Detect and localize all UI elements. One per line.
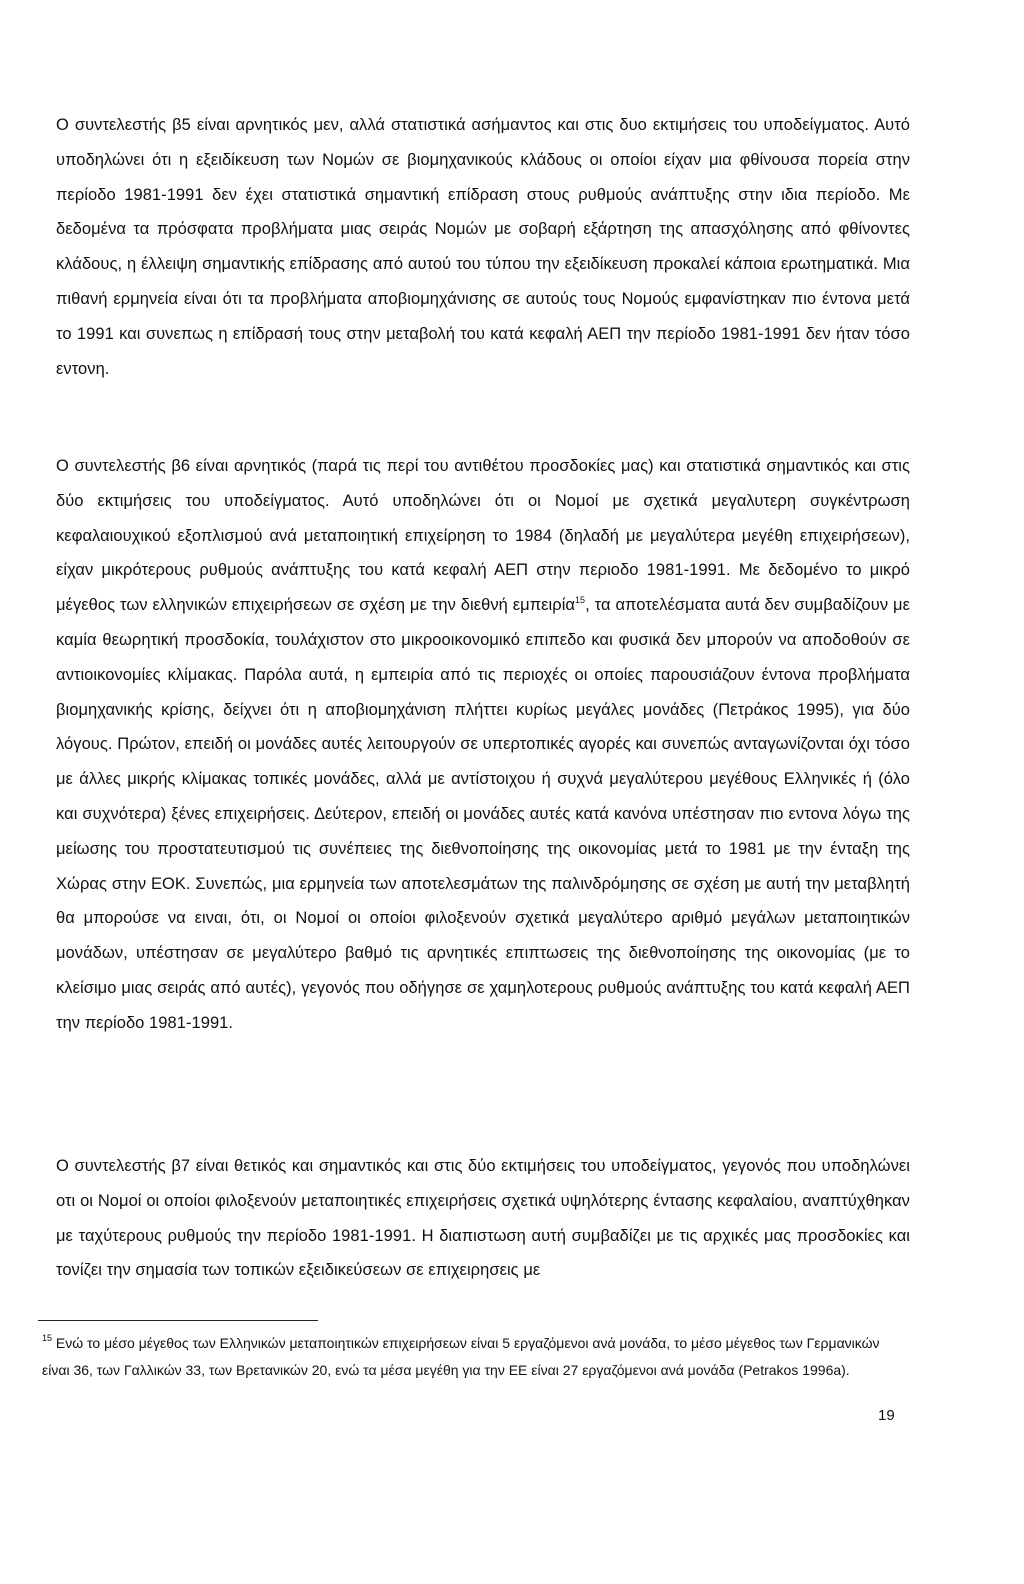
page-number: 19 [878, 1407, 895, 1424]
paragraph-coefficient-b6 [56, 449, 910, 1041]
footnote-marker: 15 [42, 1333, 53, 1344]
paragraph-text-continued: , τα αποτελέσματα αυτά δεν συμβαδίζουν με καμία θεωρητική προσδοκία, τουλάχιστον στο μικροοικονομικό επιπεδο και φυσικά δεν μπορούν να αποδοθούν σε αντιοικονομίες κλίμακας. Παρόλα αυτά, η εμπειρία από τις περιοχές οι οποίες παρουσιάζουν έντονα προβλήματα βιομηχανικής κρίσης, δείχνει ότι η αποβιομηχάνιση πλήττει κυρίως μεγάλες μονάδες (Πετράκος 1995), για δύο λόγους. Πρώτον, επειδή οι μονάδες αυτές λειτουργούν σε υπερτοπικές αγορές και συνεπώς ανταγωνίζονται όχι τόσο με άλλες μικρής κλίμακας τοπικές μονάδες, αλλά με αντίστοιχου ή συχνά μεγαλύτερου μεγέθους Ελληνικές ή (όλο και συχνότερα) ξένες επιχειρήσεις. Δεύτερον, επειδή οι μονάδες αυτές κατά κανόνα υπέστησαν πιο εντονα λόγω της μείωσης του προστατευτισμού τις συνέπειες της διεθνοποίησης της οικονομίας μετά το 1981 με την ένταξη της Χώρας στην ΕΟΚ. Συνεπώς, μια ερμηνεία των αποτελεσμάτων της παλινδρόμησης σε σχέση με αυτή την μεταβλητή θα μπορούσε να ειναι, ότι, οι Νομοί οι οποίοι φιλοξενούν σχετικά μεγαλύτερο αριθμό μεγάλων μεταποιητικών μονάδων, υπέστησαν σε μεγαλύτερο βαθμό τις αρνητικές επιπτωσεις της διεθνοποίησης της οικονομίας (με το κλείσιμο μιας σειράς από αυτές), γεγονός που οδήγησε σε χαμηλοτερους ρυθμούς ανάπτυξης του κατά κεφαλή ΑΕΠ την περίοδο 1981-1991. [56, 596, 910, 1032]
footnote-reference[interactable]: 15 [575, 594, 586, 605]
paragraph-text: Ο συντελεστής β5 είναι αρνητικός μεν, αλλά στατιστικά ασήμαντος και στις δυο εκτιμήσεις του υποδείγματος. Αυτό υποδηλώνει ότι η εξειδίκευση των Νομών σε βιομηχανικούς κλάδους οι οποίοι είχαν μια φθίνουσα πορεία στην περίοδο 1981-1991 δεν έχει στατιστικά σημαντική επίδραση στους ρυθμούς ανάπτυξης στην ιδια περίοδο. Με δεδομένα τα πρόσφατα προβλήματα μιας σειράς Νομών με σοβαρή εξάρτηση της απασχόλησης από φθίνοντες κλάδους, η έλλειψη σημαντικής επίδρασης από αυτού του τύπου την εξειδίκευση προκαλεί κάποια ερωτηματικά. Μια πιθανή ερμηνεία είναι ότι τα προβλήματα αποβιομηχάνισης σε αυτούς τους Νομούς εμφανίστηκαν πιο έντονα μετά το 1991 και συνεπως η επίδρασή τους στην μεταβολή του κατά κεφαλή ΑΕΠ την περίοδο 1981-1991 δεν ήταν τόσο εντονη. [56, 116, 910, 378]
footnote-text: Ενώ το μέσο μέγεθος των Ελληνικών μεταποιητικών επιχειρήσεων είναι 5 εργαζόμενοι ανά μονάδα, το μέσο μέγεθος των Γερμανικών είναι 36, των Γαλλικών 33, των Βρετανικών 20, ενώ τα μέσα μεγέθη για την ΕΕ είναι 27 εργαζόμενοι ανά μονάδα (Petrakos 1996a). [42, 1335, 880, 1378]
paragraph-text: Ο συντελεστής β6 είναι αρνητικός (παρά τις περί του αντιθέτου προσδοκίες μας) και στατιστικά σημαντικός και στις δύο εκτιμήσεις του υποδείγματος. Αυτό υποδηλώνει ότι οι Νομοί με σχετικά μεγαλυτερη συγκέντρωση κεφαλαιουχικού εξοπλισμού ανά μεταποιητική επιχείρηση το 1984 (δηλαδή με μεγαλύτερα μεγέθη επιχειρήσεων), είχαν μικρότερους ρυθμούς ανάπτυξης του κατά κεφαλή ΑΕΠ στην περιοδο 1981-1991. Με δεδομένο το μικρό μέγεθος των ελληνικών επιχειρήσεων σε σχέση με την διεθνή εμπειρία [56, 457, 910, 615]
paragraph-coefficient-b7 [56, 1149, 910, 1288]
paragraph-text: Ο συντελεστής β7 είναι θετικός και σημαντικός και στις δύο εκτιμήσεις του υποδείγματος, γεγονός που υποδηλώνει οτι οι Νομοί οι οποίοι φιλοξενούν μεταποιητικές επιχειρήσεις σχετικά υψηλότερης έντασης κεφαλαίου, αναπτύχθηκαν με ταχύτερους ρυθμούς την περίοδο 1981-1991. Η διαπιστωση αυτή συμβαδίζει με τις αρχικές μας προσδοκίες και τονίζει την σημασία των τοπικών εξειδικεύσεων σε επιχειρησεις με [56, 1157, 910, 1280]
footnote-separator [38, 1320, 318, 1321]
paragraph-coefficient-b5 [56, 108, 910, 386]
footnote [42, 1330, 892, 1384]
